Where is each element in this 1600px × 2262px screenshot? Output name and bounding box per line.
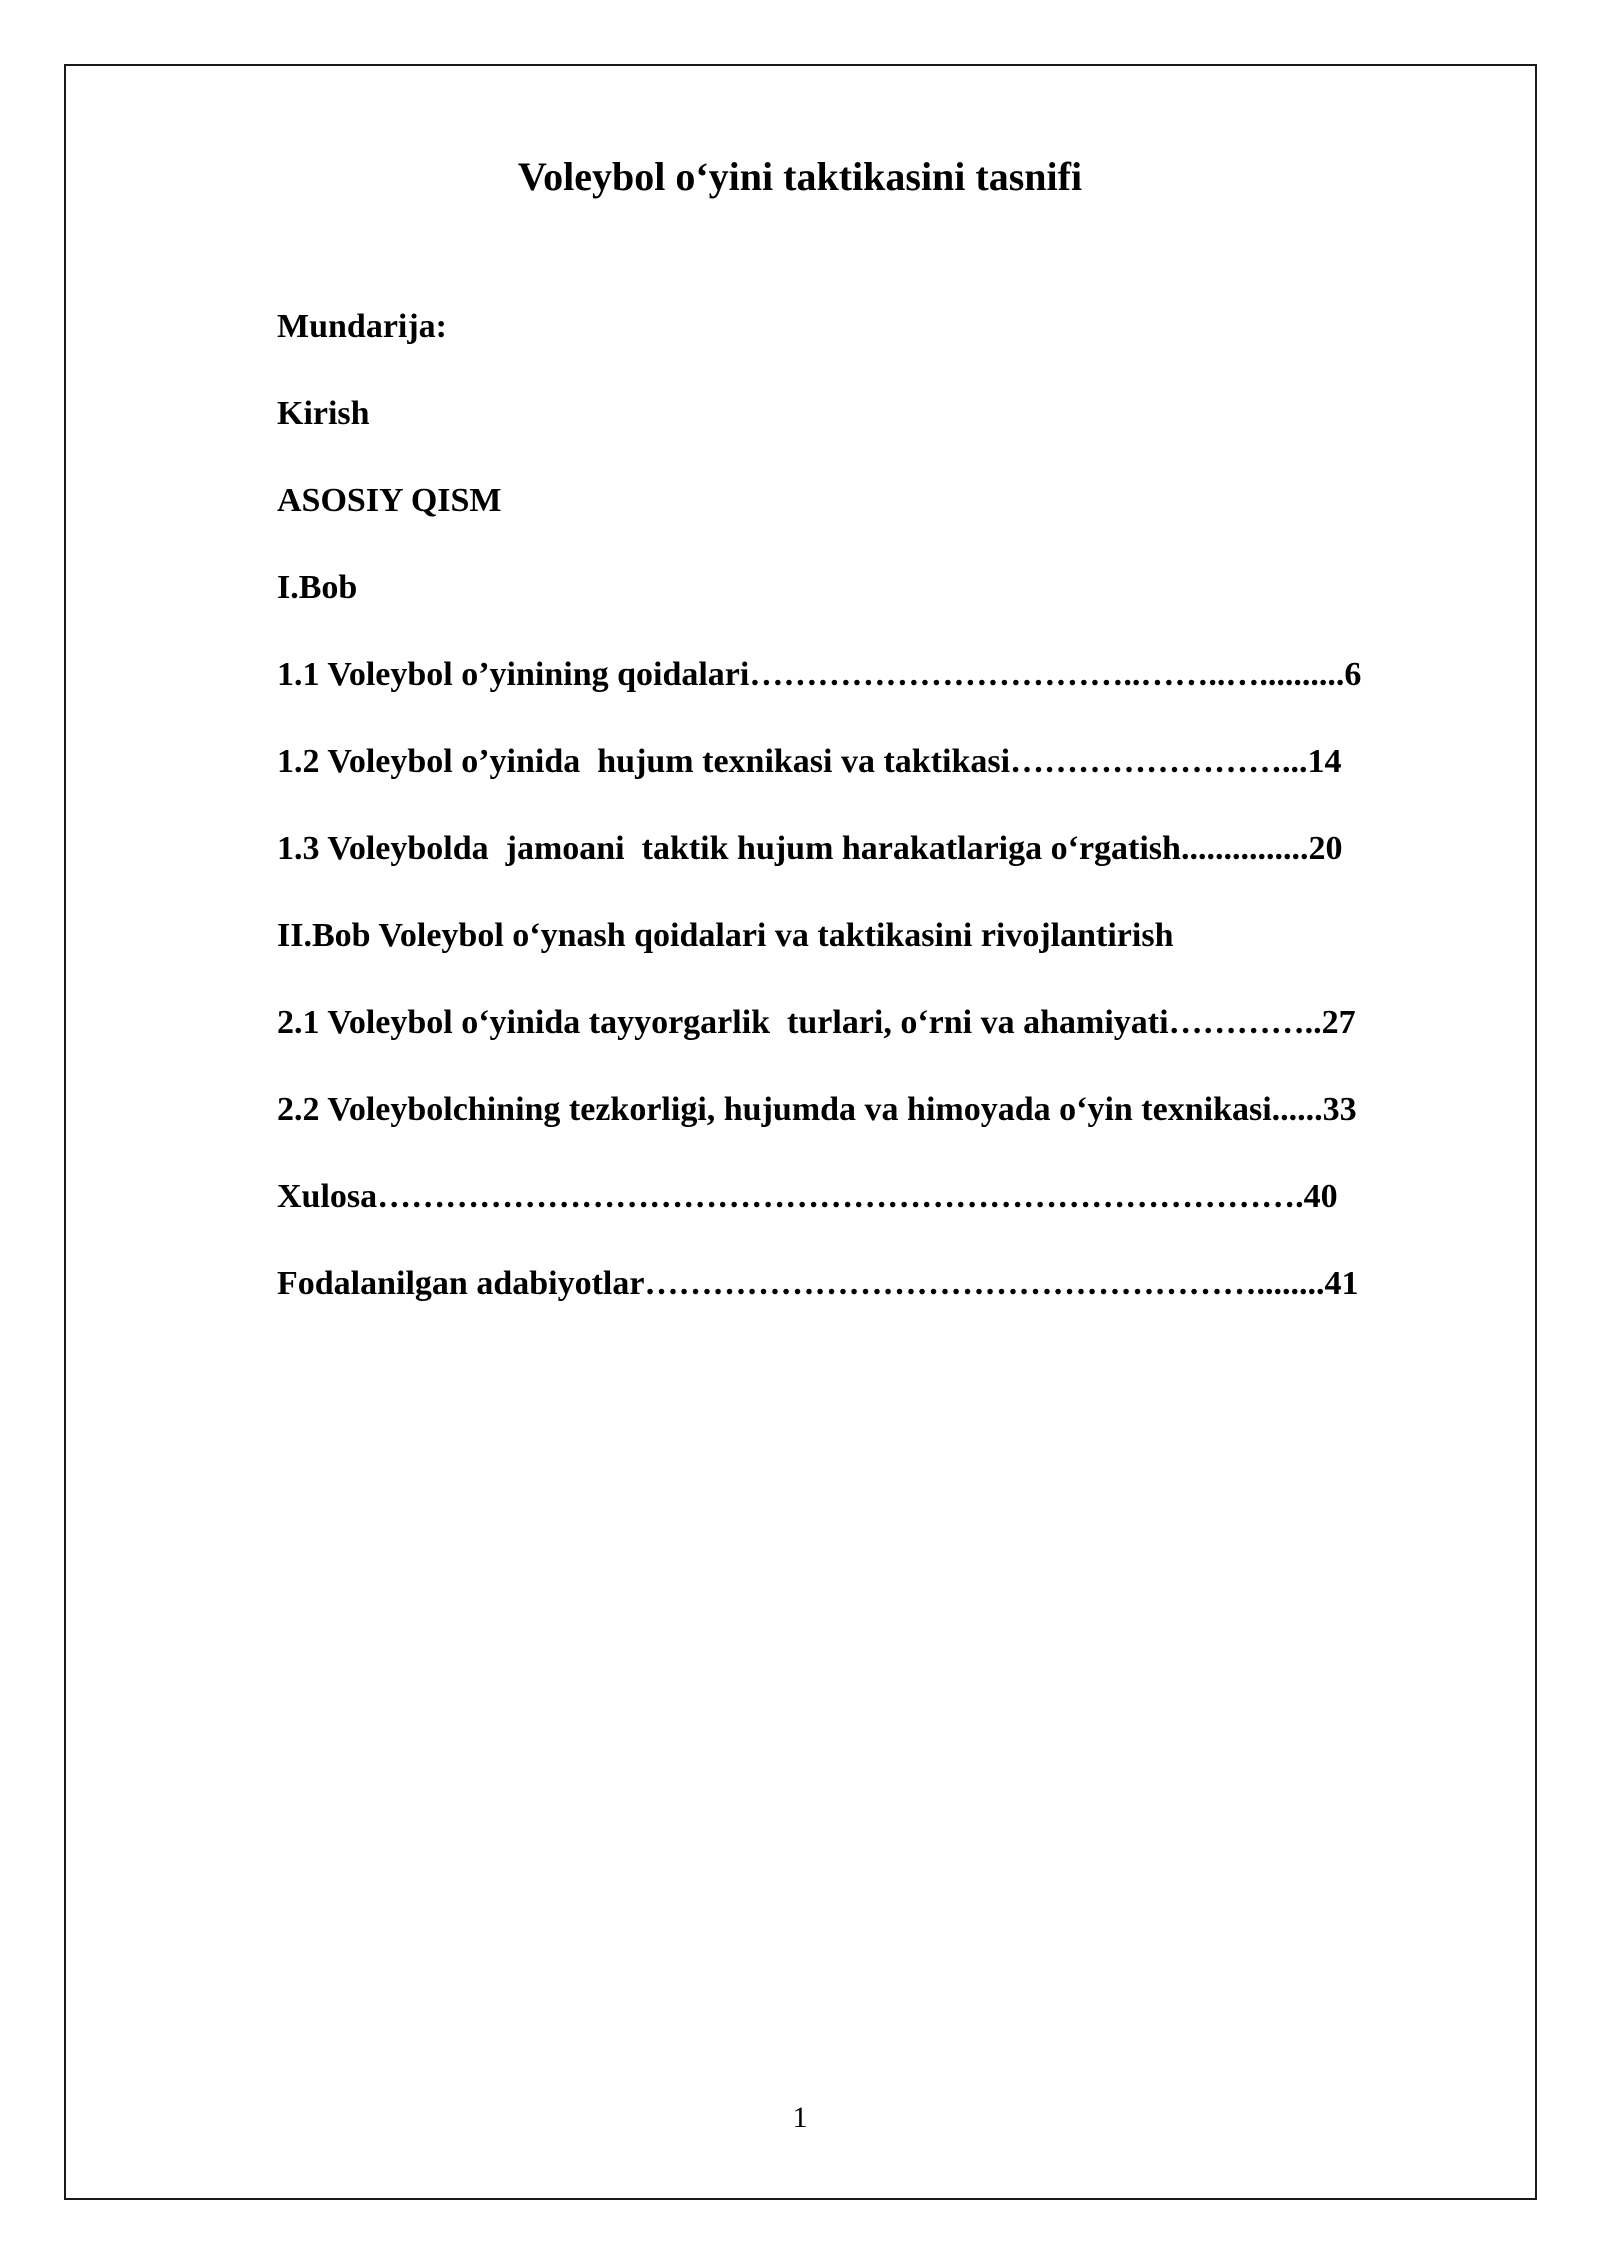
toc-item-section-1-1: 1.1 Voleybol o’yinining qoidalari……………………………..……..…..........6 <box>277 656 1362 693</box>
toc-item-references: Fodalanilgan adabiyotlar………………………………………………........41 <box>277 1265 1359 1302</box>
toc-item-main-part: ASOSIY QISM <box>277 482 502 519</box>
page-number: 1 <box>792 2101 808 2134</box>
toc-item-chapter-2: II.Bob Voleybol o‘ynash qoidalari va taktikasini rivojlantirish <box>277 917 1174 954</box>
toc-item-section-2-2: 2.2 Voleybolchining tezkorligi, hujumda va himoyada o‘yin texnikasi......33 <box>277 1091 1357 1128</box>
document-title: Voleybol o‘yini taktikasini tasnifi <box>517 154 1083 199</box>
toc-item-introduction: Kirish <box>277 395 370 432</box>
toc-item-section-1-3: 1.3 Voleybolda jamoani taktik hujum harakatlariga o‘rgatish...............20 <box>277 830 1343 867</box>
toc-heading: Mundarija: <box>277 308 447 345</box>
table-of-contents <box>277 297 1497 1341</box>
toc-item-chapter-1: I.Bob <box>277 569 358 606</box>
toc-item-section-2-1: 2.1 Voleybol o‘yinida tayyorgarlik turlari, o‘rni va ahamiyati…………..27 <box>277 1004 1356 1041</box>
toc-item-conclusion: Xulosa……………………………………………………………………….40 <box>277 1178 1338 1215</box>
toc-item-section-1-2: 1.2 Voleybol o’yinida hujum texnikasi va taktikasi……………………...14 <box>277 743 1342 780</box>
